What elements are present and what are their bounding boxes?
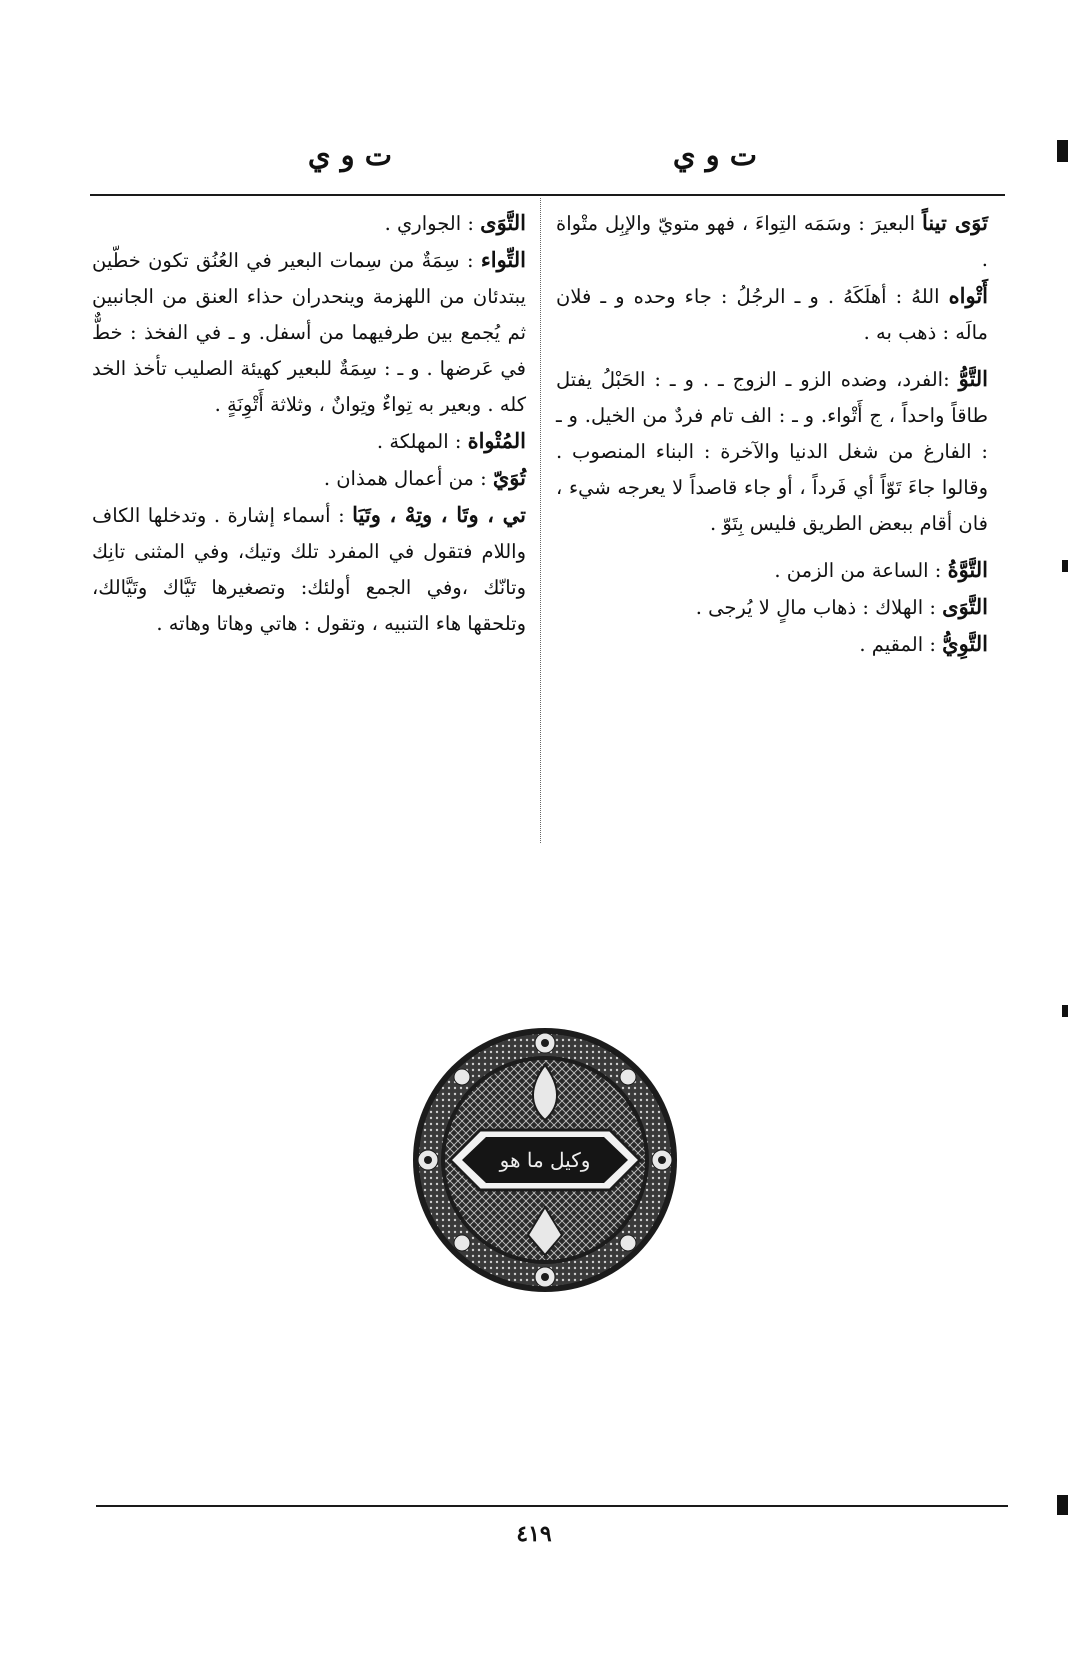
definition: : المقيم . xyxy=(859,633,936,656)
entry xyxy=(556,361,988,542)
headword: تي ، وتَا ، وتِهْ ، وتَيَا xyxy=(352,502,526,527)
headword: المُتْواة xyxy=(467,428,526,453)
headword: التَّوَّةُ xyxy=(947,557,988,582)
bottom-rule xyxy=(96,1505,1008,1507)
scan-edge-mark xyxy=(1062,560,1068,572)
headword: التَّوَى xyxy=(480,210,526,235)
entry xyxy=(92,460,526,497)
right-column-header: ت و ي xyxy=(672,138,758,172)
entry xyxy=(556,205,988,278)
entry xyxy=(92,242,526,423)
left-column-header: ت و ي xyxy=(307,138,393,172)
column-divider xyxy=(540,198,541,843)
top-rule xyxy=(90,194,1005,196)
scan-edge-mark xyxy=(1062,1005,1068,1017)
entry xyxy=(92,497,526,642)
scan-edge-mark xyxy=(1057,140,1068,162)
headword: تُوَيّ xyxy=(492,465,526,490)
definition: : الجواري . xyxy=(384,212,474,235)
right-column xyxy=(556,205,988,663)
ornamental-medallion xyxy=(410,1025,680,1295)
medallion-inscription: وكيل ما هو xyxy=(499,1148,591,1172)
definition: : الهلاك : ذهاب مالٍ لا يُرجى . xyxy=(695,596,936,619)
definition: : من أعمال همذان . xyxy=(323,467,487,490)
headword: التَّوَى xyxy=(942,594,988,619)
headword: تَوَى تيناً xyxy=(921,210,989,235)
definition: اللهُ : أهلَكَهُ . و ـ الرجُلُ : جاء وحده و ـ فلان مالَه : ذهب به . xyxy=(556,285,988,344)
definition: البعيرَ : وسَمَه التِواءَ ، فهو متويّ والإبِل متْواة . xyxy=(556,212,988,271)
page-number: ٤١٩ xyxy=(516,1521,552,1547)
headword: أَتْواه xyxy=(948,283,989,308)
entry xyxy=(556,626,988,663)
entry xyxy=(556,589,988,626)
definition: : المهلكة . xyxy=(376,430,462,453)
entry xyxy=(556,278,988,351)
entry xyxy=(92,423,526,460)
headword: التِّواء xyxy=(480,247,527,272)
left-column xyxy=(92,205,526,642)
headword: التَّوُّ xyxy=(958,366,989,391)
entry xyxy=(92,205,526,242)
definition: : سِمَةٌ من سِمات البعير في العُنُق تكون خطّين يبتدئان من اللهزمة وينحدران حذاء العنق من الجانبين ثم يُجمع بين طرفيهما من أسفل. و ـ في الفخذ : خطٌّ في عَرضها . و ـ : سِمَةٌ للبعير كهيئة الصليب تأخذ الخد كله . وبعير به تِواءٌ وتِوانٌ ، وثلاثة أَتْوِنَةٍ . xyxy=(92,249,527,416)
scan-edge-mark xyxy=(1057,1495,1068,1515)
entry xyxy=(556,552,988,589)
definition: : الساعة من الزمن . xyxy=(774,559,942,582)
headword: التَّوِيُّ xyxy=(942,631,988,656)
definition: :الفرد، وضده الزو ـ الزوج ـ . و ـ : الحَبْلُ يفتل طاقاً واحداً ، ج أَتْواء. و ـ : الف تام فردٌ من الخيل. و ـ : الفارغ من شغل الدنيا والآخرة : البناء المنصوب . وقالوا جاءَ تَوّاً أي فَرداً ، أو جاء قاصداً لا يعرجه شيء ، فان أقام ببعض الطريق فليس بِتَوّ . xyxy=(556,368,988,535)
definition: : أسماء إشارة . وتدخلها الكاف واللام فتقول في المفرد تلك وتيك، وفي المثنى تانِك وتانّك ،وفي الجمع أولئك: وتصغيرها تَيَّاك وتَيَّالك، وتلحقها هاء التنبيه ، وتقول : هاتي وهاتا وهاته . xyxy=(92,504,526,635)
